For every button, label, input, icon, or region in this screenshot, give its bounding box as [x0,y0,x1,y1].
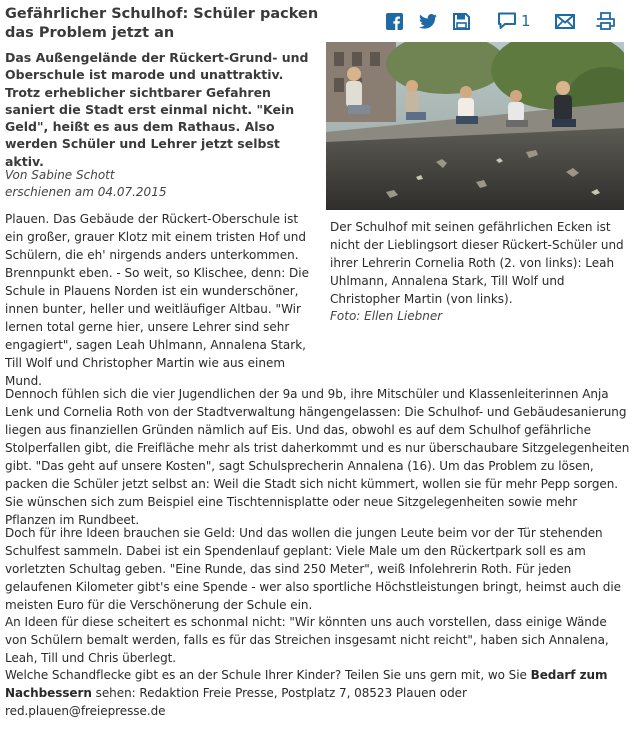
closing-text: Welche Schandflecke gibt es an der Schule Ihrer Kinder? Teilen Sie uns gern mit, wo Sie [5,668,531,682]
twitter-icon [419,14,437,29]
share-toolbar [382,8,632,36]
print-button[interactable] [596,8,615,34]
article-author: Von Sabine Schott [5,168,115,182]
comment-icon [497,12,517,30]
facebook-share-button[interactable] [386,8,403,34]
twitter-share-button[interactable] [419,8,437,34]
photo-caption: Der Schulhof mit seinen gefährlichen Ecken ist nicht der Lieblingsort dieser Rückert-Schüler und ihrer Lehrerin Cornelia Roth (2. von links): Leah Uhlmann, Annalena Stark, Till Wolf und Christopher Martin (von links). [330,220,624,306]
mail-icon [555,14,575,29]
save-article-button[interactable] [453,8,470,34]
facebook-icon [386,13,403,30]
comment-count: 1 [521,12,531,30]
article-paragraph: An Ideen für diese scheitert es schonmal nicht: "Wir könnten uns auch vorstellen, dass einige Wände von Schülern bemalt werden, falls es für das Streichen insgesamt nicht reicht", haben sich Annalena, Leah, Till und Chris überlegt. [5,615,609,665]
article-closing-paragraph [5,666,631,720]
article-lead: Das Außengelände der Rückert-Grund- und Oberschule ist marode und unattraktiv. Trotz erheblicher sichtbarer Gefahren saniert die Stadt erst einmal nicht. "Kein Geld", heißt es aus dem Rathaus. Also werden Schüler und Lehrer jetzt selbst aktiv. [5,50,309,169]
article-paragraph: Doch für ihre Ideen brauchen sie Geld: Und das wollen die jungen Leute beim vor der Tür stehenden Schulfest sammeln. Dabei ist ein Spendenlauf geplant: Viele Male um den Rückertpark soll es am vorletzten Schultag geben. "Eine Runde, das sind 250 Meter", weiß Infolehrerin Roth. Für jeden gelaufenen Kilometer gibt's eine Spende - wer also sportliche Höchstleistungen bringt, heimst auch die meisten Euro für die Verschönerung der Schule ein. [5,526,621,612]
article-date: erschienen am 04.07.2015 [5,185,167,199]
photo-credit: Foto: Ellen Liebner [330,309,443,323]
closing-contact: sehen: Redaktion Freie Presse, Postplatz 7, 08523 Plauen oder red.plauen@freiepresse.de [5,686,467,718]
mail-share-button[interactable] [555,8,575,34]
print-icon [596,12,615,30]
article-headline: Gefährlicher Schulhof: Schüler packen das Problem jetzt an [5,6,319,41]
closing-highlight: Bedarf zum Nachbessern [5,668,608,700]
save-icon [453,13,470,30]
schoolyard-photo [326,42,624,210]
article-paragraph: Dennoch fühlen sich die vier Jugendlichen der 9a und 9b, ihre Mitschüler und Klassenleiterinnen Anja Lenk und Cornelia Roth von der Stadtverwaltung hängengelassen: Die Schulhof- und Gebäudesanierung liegen aus finanziellen Gründen nämlich auf Eis. Und das, obwohl es auf dem Schulhof gefährliche Stolperfallen gibt, die Freifläche mehr als trist daherkommt und es nur überschaubare Sitzgelegenheiten gibt. "Das geht auf unsere Kosten", sagt Schulsprecherin Annalena (16). Um das Problem zu lösen, packen die Schüler jetzt selbst an: Weil die Stadt sich nicht kümmert, wollen sie für mehr Pepp sorgen. Sie wünschen sich zum Beispiel eine Tischtennisplatte oder neue Sitzgelegenheiten sowie mehr Pflanzen im Rundbeet. [5,387,630,527]
comments-button[interactable] [497,8,531,34]
article-paragraph: Plauen. Das Gebäude der Rückert-Oberschule ist ein großer, grauer Klotz mit einem tristen Hof und Schülern, die eh' nirgends anders unterkommen. Brennpunkt eben. - So weit, so Klischee, denn: Die Schule in Plauens Norden ist ein wunderschöner, innen bunter, heller und weitläufiger Altbau. "Wir lernen total gerne hier, unsere Lehrer sind sehr engagiert", sagen Leah Uhlmann, Annalena Stark, Till Wolf und Christopher Martin wie aus einem Mund. [5,212,310,388]
article-photo[interactable] [326,42,624,210]
